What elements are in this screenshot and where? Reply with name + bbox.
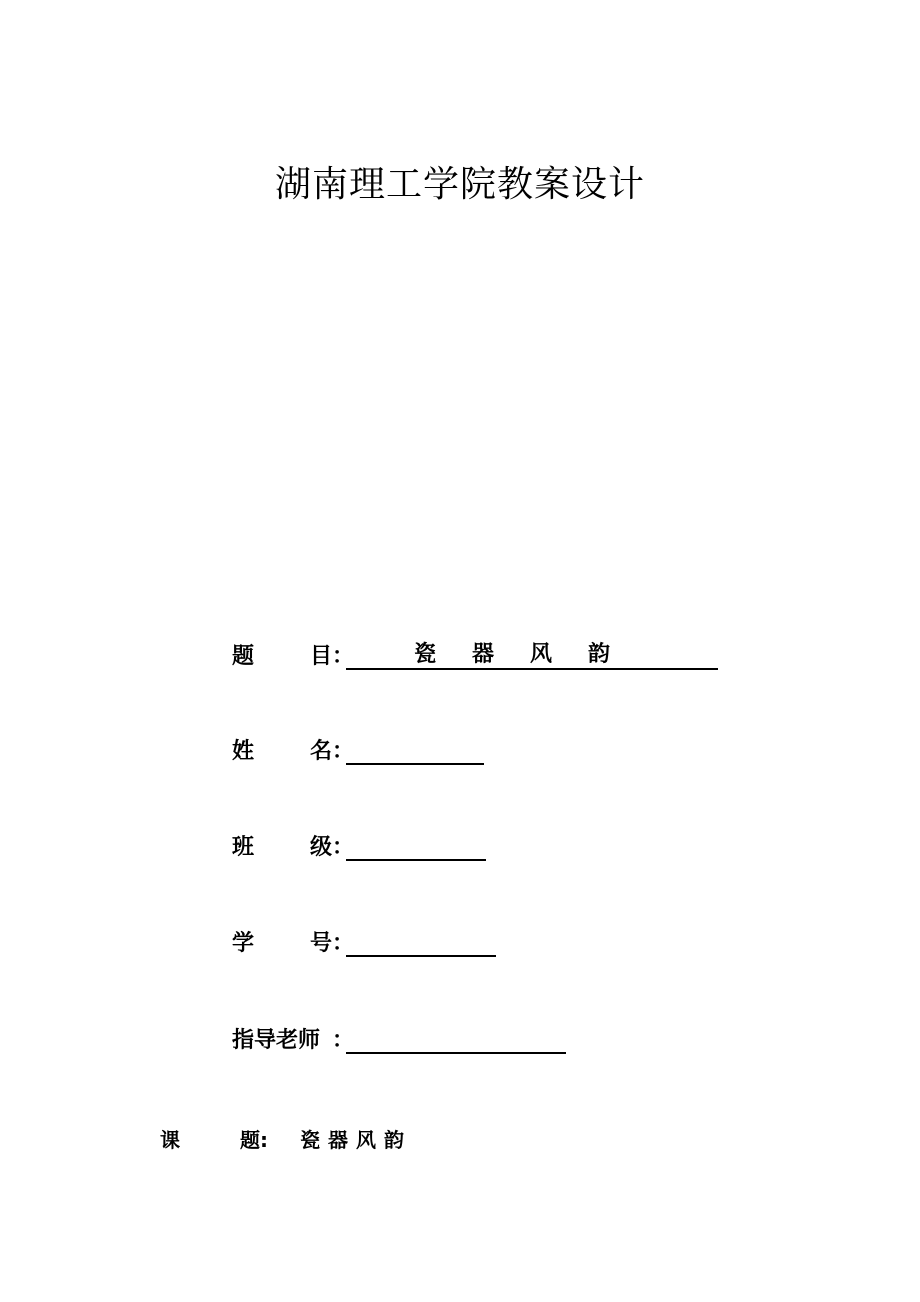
advisor-label: 指导老师 [232,1028,321,1053]
name-field-row [232,735,484,765]
student-id-label-char-1: 学 [232,931,255,956]
topic-value-char-4: 韵 [588,642,611,667]
course-label-char-1: 课 [160,1128,180,1152]
name-input-line[interactable] [346,735,484,765]
topic-input-line[interactable] [346,640,718,670]
student-id-label [232,926,332,957]
course-colon: : [260,1128,268,1152]
class-field-row [232,831,486,861]
student-id-field-row [232,927,496,957]
advisor-colon: ： [332,1028,355,1053]
name-colon: ： [332,739,355,764]
name-label-char-1: 姓 [232,739,255,764]
student-id-label-char-2: 号 [309,931,332,956]
class-input-line[interactable] [346,831,486,861]
document-title: 湖南理工学院教案设计 [274,164,645,205]
student-id-input-line[interactable] [346,927,496,957]
topic-label [232,639,332,670]
name-label-char-2: 名 [309,739,332,764]
class-label-char-2: 级 [309,835,332,860]
course-value: 瓷器风韵 [300,1128,412,1152]
name-label [232,734,332,765]
advisor-input-line[interactable] [346,1024,566,1054]
topic-field-row [232,640,718,670]
course-row [160,1124,412,1153]
topic-value-char-2: 器 [471,642,494,667]
topic-label-char-2: 目 [309,644,332,669]
class-label-char-1: 班 [232,835,255,860]
topic-value-char-1: 瓷 [413,642,436,667]
topic-value-char-3: 风 [530,642,553,667]
course-label-char-2: 题 [240,1128,260,1152]
class-label [232,830,332,861]
student-id-colon: ： [332,931,355,956]
topic-label-char-1: 题 [232,644,255,669]
course-label [160,1124,260,1153]
topic-colon: ： [332,644,355,669]
advisor-field-row [232,1024,566,1054]
class-colon: ： [332,835,355,860]
topic-value [414,637,610,668]
